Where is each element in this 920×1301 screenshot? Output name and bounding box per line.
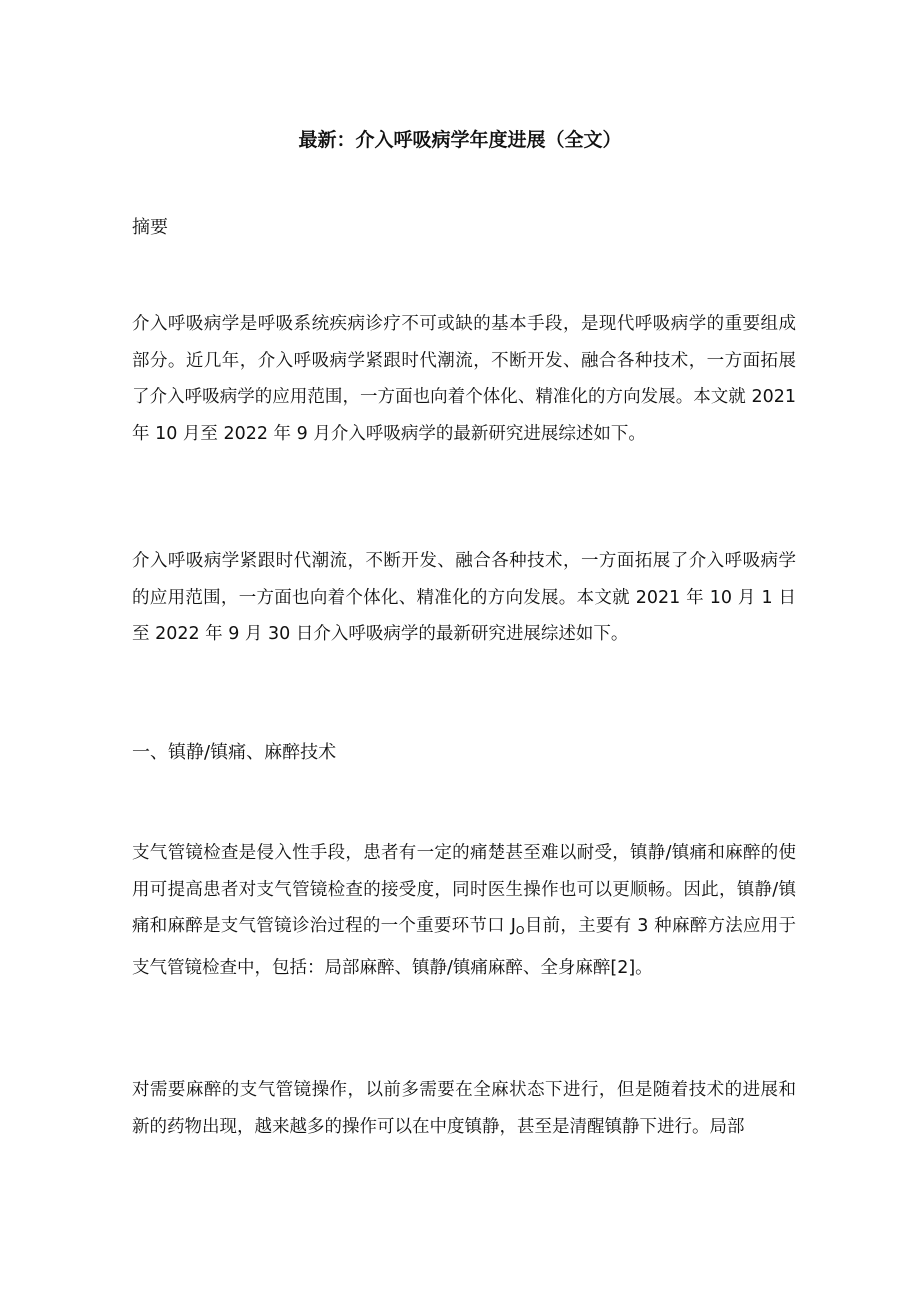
abstract-heading: 摘要 [132,217,168,238]
sedation-paragraph [132,835,796,986]
abstract-paragraph: 介入呼吸病学是呼吸系统疾病诊疗不可或缺的基本手段，是现代呼吸病学的重要组成部分。近几年，介入呼吸病学紧跟时代潮流，不断开发、融合各种技术，一方面拓展了介入呼吸病学的应用范围，一方面也向着个体化、精准化的方向发展。本文就 2021 年 10 月至 2022 年 9 月介入呼吸病学的最新研究进展综述如下。 [132,314,796,444]
anesthesia-paragraph: 对需要麻醉的支气管镜操作，以前多需要在全麻状态下进行，但是随着技术的进展和新的药物出现，越来越多的操作可以在中度镇静，甚至是清醒镇静下进行。局部 [132,1080,796,1137]
sedation-text-part-1: 支气管镜检查是侵入性手段，患者有一定的痛楚甚至难以耐受，镇静/镇痛和麻醉的使用可提高患者对支气管镜检查的接受度，同时医生操作也可以更顺畅。因此，镇静/镇痛和麻醉是支气管镜诊治过程的一个重要环节口 J [132,843,796,936]
section-heading-sedation: 一、镇静/镇痛、麻醉技术 [132,742,337,763]
page-title: 最新：介入呼吸病学年度进展（全文） [298,129,622,151]
sedation-text-part-2: 目前，主要有 3 种麻醉方法应用于支气管镜检查中，包括：局部麻醉、镇静/镇痛麻醉、全身麻醉[2]。 [132,916,796,978]
intro-paragraph: 介入呼吸病学紧跟时代潮流，不断开发、融合各种技术，一方面拓展了介入呼吸病学的应用范围，一方面也向着个体化、精准化的方向发展。本文就 2021 年 10 月 1 日至 2022 年 9 月 30 日介入呼吸病学的最新研究进展综述如下。 [132,551,796,644]
sedation-subscript: O [515,924,525,937]
